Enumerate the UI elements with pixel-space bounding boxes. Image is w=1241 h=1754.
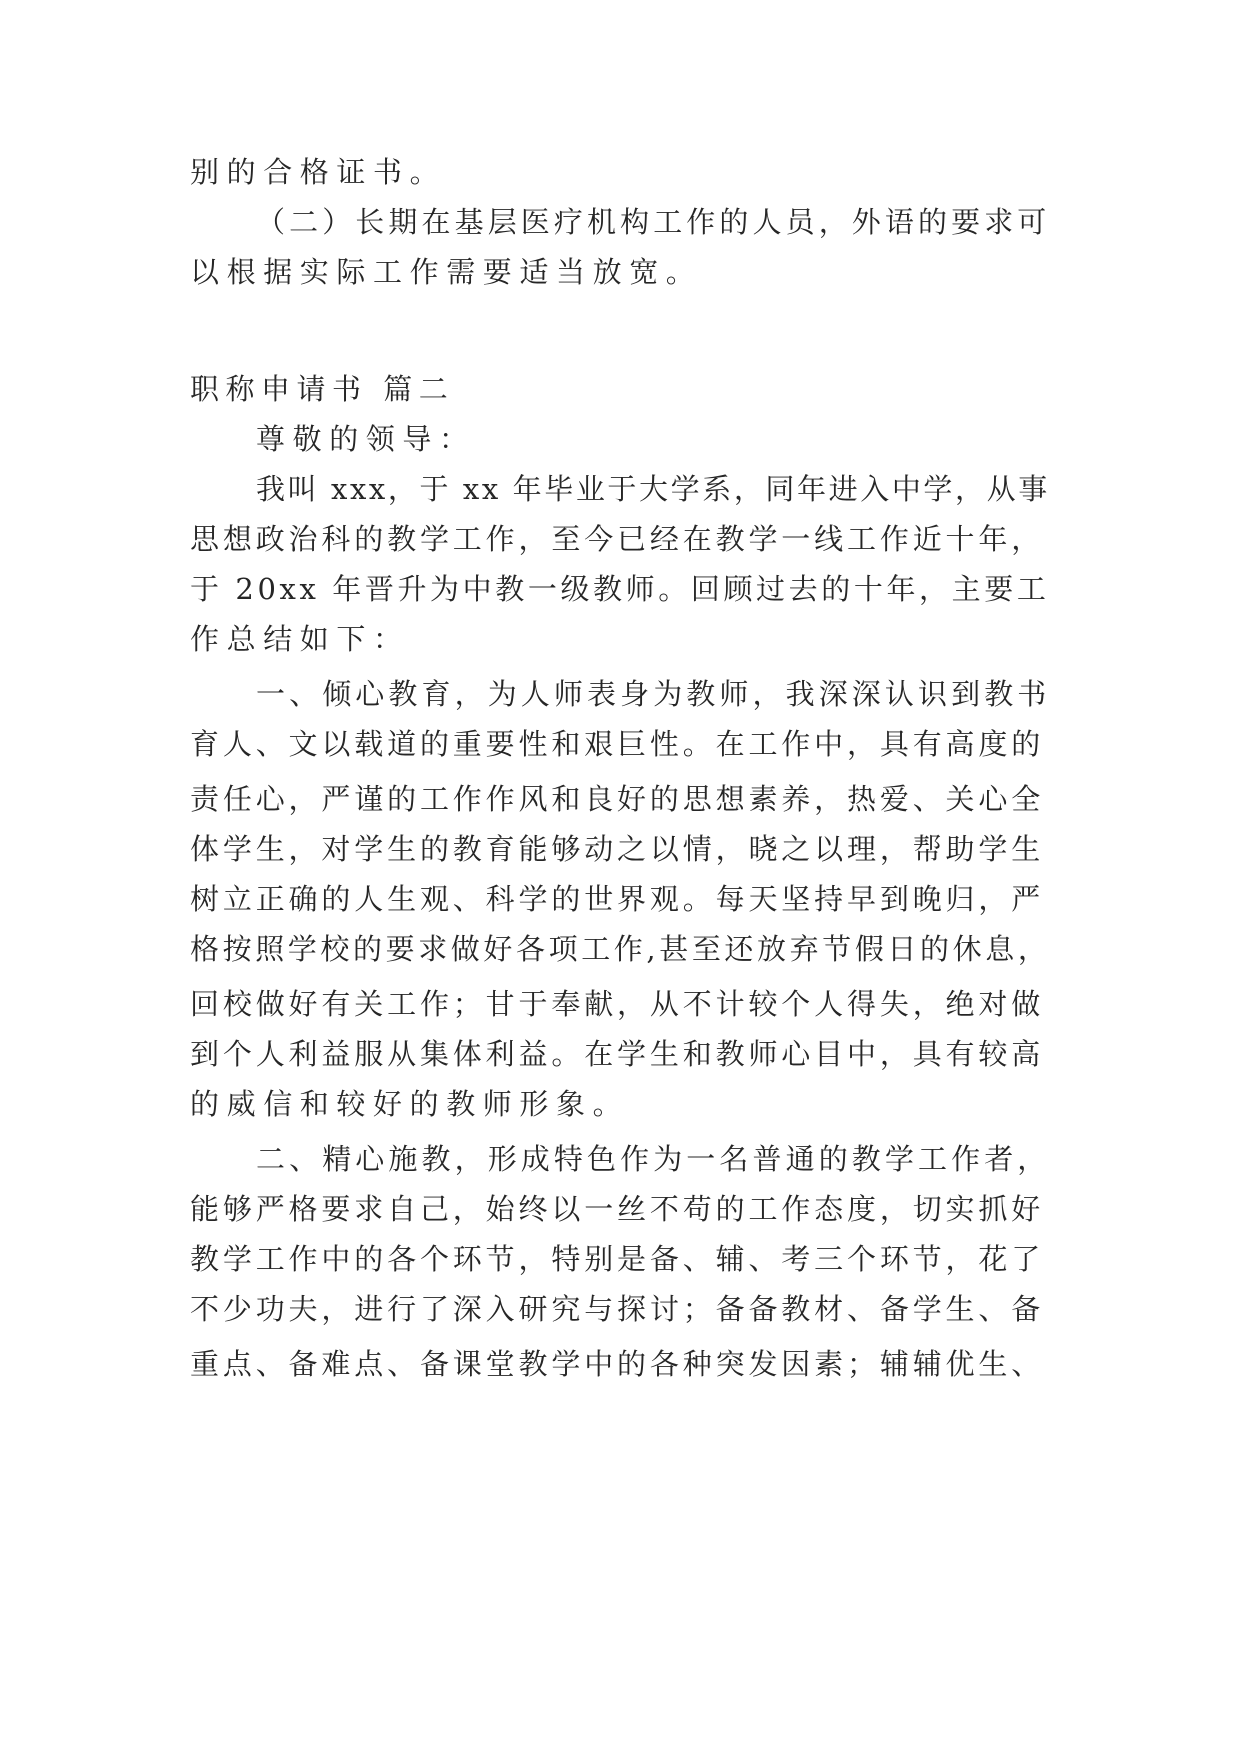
text-line: 不少功夫，进行了深入研究与探讨；备备教材、备学生、备	[190, 1292, 1045, 1326]
text-line: 育人、文以载道的重要性和艰巨性。在工作中，具有高度的	[190, 727, 1045, 761]
text-line: 一、倾心教育，为人师表身为教师，我深深认识到教书	[256, 677, 1051, 711]
text-line: 以根据实际工作需要适当放宽。	[190, 255, 703, 289]
text-line: 到个人利益服从集体利益。在学生和教师心目中，具有较高	[190, 1037, 1045, 1071]
text-line: 格按照学校的要求做好各项工作,甚至还放弃节假日的休息，	[190, 932, 1051, 966]
text-line: 的威信和较好的教师形象。	[190, 1087, 630, 1121]
text-line: （二）长期在基层医疗机构工作的人员，外语的要求可	[256, 205, 1051, 239]
text-line: 作总结如下：	[190, 622, 410, 656]
text-line: 二、精心施教，形成特色作为一名普通的教学工作者，	[256, 1142, 1051, 1176]
salutation: 尊敬的领导：	[256, 422, 476, 456]
text-line: 能够严格要求自己，始终以一丝不苟的工作态度，切实抓好	[190, 1192, 1045, 1226]
text-line: 责任心，严谨的工作作风和良好的思想素养，热爱、关心全	[190, 782, 1045, 816]
text-line: 树立正确的人生观、科学的世界观。每天坚持早到晚归，严	[190, 882, 1045, 916]
text-line: 体学生，对学生的教育能够动之以情，晓之以理，帮助学生	[190, 832, 1045, 866]
text-line: 于 20xx 年晋升为中教一级教师。回顾过去的十年，主要工	[190, 572, 1050, 606]
text-line: 重点、备难点、备课堂教学中的各种突发因素；辅辅优生、	[190, 1347, 1045, 1381]
text-line: 教学工作中的各个环节，特别是备、辅、考三个环节，花了	[190, 1242, 1045, 1276]
section-heading: 职称申请书 篇二	[190, 372, 455, 406]
text-line: 思想政治科的教学工作，至今已经在教学一线工作近十年，	[190, 522, 1045, 556]
text-line: 我叫 xxx，于 xx 年毕业于大学系，同年进入中学，从事	[256, 472, 1050, 506]
text-line: 回校做好有关工作；甘于奉献，从不计较个人得失，绝对做	[190, 987, 1045, 1021]
text-line: 别的合格证书。	[190, 155, 447, 189]
